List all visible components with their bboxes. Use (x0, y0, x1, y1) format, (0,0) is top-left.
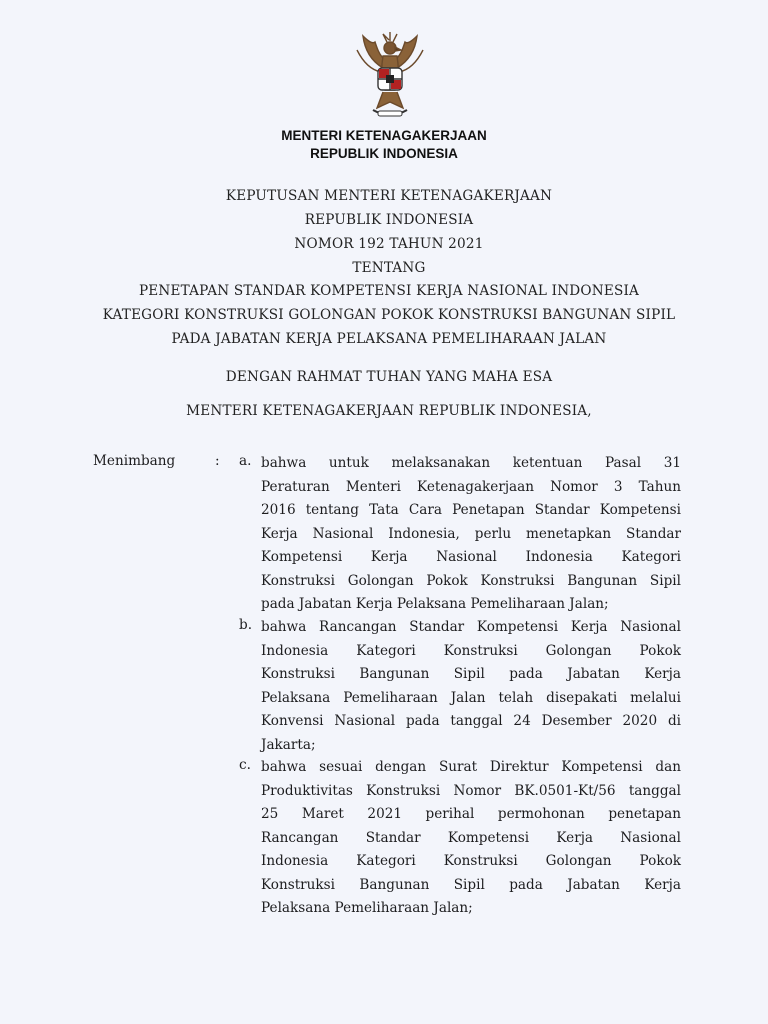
decree-title-line-2: REPUBLIK INDONESIA (304, 212, 474, 228)
item-marker: a. (239, 453, 252, 469)
item-line: Kompetensi Kerja Nasional Indonesia Kategori (261, 549, 681, 565)
item-marker: c. (239, 757, 251, 773)
item-line: Produktivitas Konstruksi Nomor BK.0501-Kt/56 tanggal (261, 782, 681, 799)
decree-subject-line-1: PENETAPAN STANDAR KOMPETENSI KERJA NASIONAL INDONESIA (138, 283, 640, 299)
item-line: pada Jabatan Kerja Pelaksana Pemeliharaan Jalan; (261, 596, 609, 612)
item-line: Indonesia Kategori Konstruksi Golongan Pokok (261, 642, 681, 659)
item-line: Pelaksana Pemeliharaan Jalan; (261, 900, 473, 916)
considering-label: Menimbang (93, 453, 176, 469)
item-line: bahwa untuk melaksanakan ketentuan Pasal 31 (261, 455, 681, 471)
item-line: Rancangan Standar Kompetensi Kerja Nasional (261, 829, 681, 846)
item-line: bahwa Rancangan Standar Kompetensi Kerja Nasional (261, 619, 681, 635)
item-line: Jakarta; (261, 736, 316, 753)
item-line: Kerja Nasional Indonesia, perlu menetapkan Standar (261, 525, 681, 542)
item-line: Peraturan Menteri Ketenagakerjaan Nomor 3 Tahun (261, 478, 681, 495)
item-line: Pelaksana Pemeliharaan Jalan telah disepakati melalui (261, 689, 681, 706)
item-marker: b. (239, 617, 253, 633)
item-line: bahwa sesuai dengan Surat Direktur Kompetensi dan (261, 759, 681, 775)
issuer-country: REPUBLIK INDONESIA (310, 146, 458, 161)
decree-number: NOMOR 192 TAHUN 2021 (294, 236, 484, 252)
item-line: 25 Maret 2021 perihal permohonan penetapan (261, 806, 681, 822)
invocation: DENGAN RAHMAT TUHAN YANG MAHA ESA (225, 369, 553, 385)
item-line: Konvensi Nasional pada tanggal 24 Desember 2020 di (261, 713, 681, 729)
garuda-emblem-icon (343, 28, 437, 124)
decree-title-line-1: KEPUTUSAN MENTERI KETENAGAKERJAAN (225, 188, 553, 204)
issuer-name: MENTERI KETENAGAKERJAAN (281, 128, 487, 143)
authority-line: MENTERI KETENAGAKERJAAN REPUBLIK INDONESIA, (186, 403, 592, 419)
decree-about: TENTANG (352, 260, 426, 276)
item-line: Indonesia Kategori Konstruksi Golongan Pokok (261, 853, 681, 869)
decree-subject-line-2: KATEGORI KONSTRUKSI GOLONGAN POKOK KONSTRUKSI BANGUNAN SIPIL (102, 307, 676, 323)
considering-colon: : (215, 453, 220, 469)
decree-subject-line-3: PADA JABATAN KERJA PELAKSANA PEMELIHARAAN JALAN (171, 331, 607, 347)
item-line: Konstruksi Golongan Pokok Konstruksi Bangunan Sipil (261, 572, 681, 589)
item-line: 2016 tentang Tata Cara Penetapan Standar Kompetensi (261, 502, 681, 518)
item-line: Konstruksi Bangunan Sipil pada Jabatan Kerja (261, 876, 681, 893)
item-line: Konstruksi Bangunan Sipil pada Jabatan Kerja (261, 666, 681, 682)
